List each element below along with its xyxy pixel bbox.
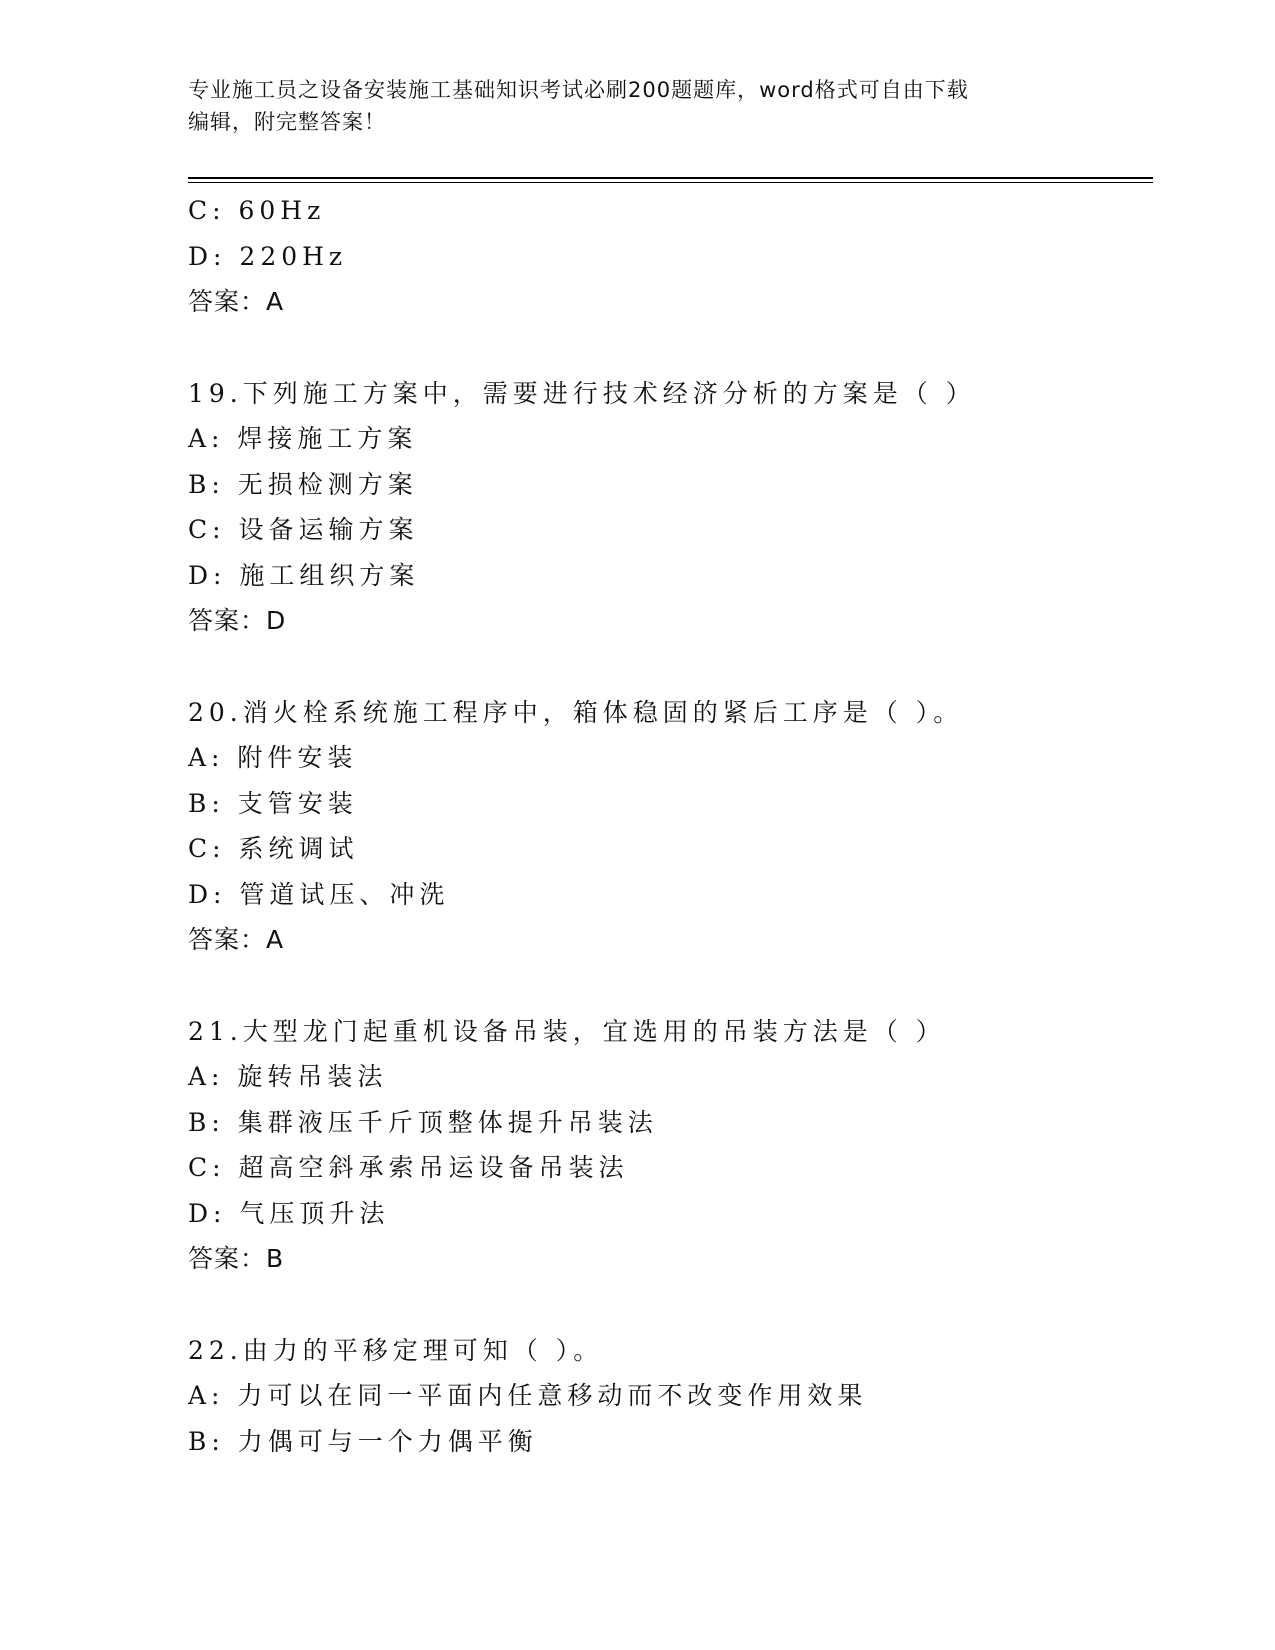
option-a: A: 附件安装 <box>188 743 358 772</box>
option-c: C: 设备运输方案 <box>188 515 419 544</box>
question-stem: 22.由力的平移定理可知（ ）。 <box>188 1335 604 1365</box>
option-b: B: 集群液压千斤顶整体提升吊装法 <box>188 1107 658 1137</box>
header-line-2: 编辑，附完整答案！ <box>188 110 386 134</box>
answer-line: 答案：A <box>188 287 285 316</box>
question-stem: 19.下列施工方案中，需要进行技术经济分析的方案是（ ） <box>188 378 976 408</box>
option-b: B: 支管安装 <box>188 788 358 818</box>
spacer <box>188 644 1153 690</box>
option-c: C: 系统调试 <box>188 834 359 863</box>
question-block-22 <box>188 1328 1153 1465</box>
option-a: A: 力可以在同一平面内任意移动而不改变作用效果 <box>188 1381 868 1410</box>
header-line-1: 专业施工员之设备安装施工基础知识考试必刷200题题库，word格式可自由下载 <box>188 78 969 102</box>
question-stem: 20.消火栓系统施工程序中，箱体稳固的紧后工序是（ ）。 <box>188 697 964 727</box>
spacer <box>188 325 1153 371</box>
answer-line: 答案：B <box>188 1244 285 1273</box>
document-header <box>188 74 1068 138</box>
spacer <box>188 1282 1153 1328</box>
option-d: D: 管道试压、冲洗 <box>188 879 450 909</box>
header-rule-thin <box>188 182 1153 183</box>
option-b: B: 无损检测方案 <box>188 469 418 499</box>
question-stem: 21.大型龙门起重机设备吊装，宜选用的吊装方法是（ ） <box>188 1016 946 1046</box>
question-block-20 <box>188 690 1153 963</box>
option-d: D: 施工组织方案 <box>188 560 420 590</box>
option-c: C: 60Hz <box>188 196 326 225</box>
option-b: B: 力偶可与一个力偶平衡 <box>188 1426 538 1456</box>
answer-line: 答案：D <box>188 606 287 635</box>
spacer <box>188 963 1153 1009</box>
option-a: A: 旋转吊装法 <box>188 1062 388 1091</box>
option-c: C: 超高空斜承索吊运设备吊装法 <box>188 1153 629 1182</box>
option-d: D: 220Hz <box>188 241 348 271</box>
question-block-21 <box>188 1009 1153 1282</box>
question-block-19 <box>188 371 1153 644</box>
question-list <box>188 188 1153 1464</box>
answer-line: 答案：A <box>188 925 285 954</box>
question-block-18 <box>188 188 1153 325</box>
option-d: D: 气压顶升法 <box>188 1198 390 1228</box>
option-a: A: 焊接施工方案 <box>188 424 418 453</box>
header-rule-thick <box>188 177 1153 179</box>
